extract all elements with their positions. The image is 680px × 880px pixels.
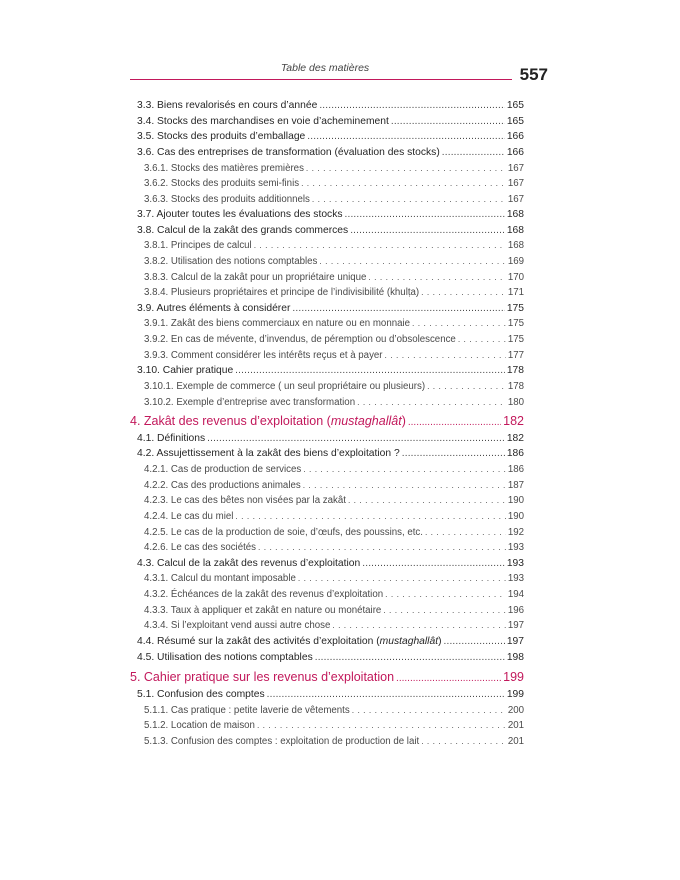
toc-entry-page: 177 xyxy=(507,350,524,361)
toc-subsection[interactable] xyxy=(144,381,524,397)
dot-leader xyxy=(258,542,506,552)
toc-entry-page: 197 xyxy=(506,636,524,647)
dot-leader xyxy=(267,689,505,700)
header-rule xyxy=(130,79,512,80)
dot-leader xyxy=(421,736,506,746)
toc-subsection[interactable] xyxy=(144,480,524,496)
toc-entry-title: 4.2.4. Le cas du miel xyxy=(144,511,234,522)
toc-section[interactable] xyxy=(137,652,524,668)
toc-entry-title: 5. Cahier pratique sur les revenus d’exploitation xyxy=(130,670,395,684)
toc-entry-title: 4.2.2. Cas des productions animales xyxy=(144,480,301,491)
toc-entry-title: 4.5. Utilisation des notions comptables xyxy=(137,652,313,663)
dot-leader xyxy=(396,673,501,684)
toc-entry-title: 5.1. Confusion des comptes xyxy=(137,689,265,700)
toc-entry-page: 168 xyxy=(507,240,524,251)
toc-subsection[interactable] xyxy=(144,705,524,721)
toc-entry-title: 3.9. Autres éléments à considérer xyxy=(137,303,291,314)
toc-entry-title: 3.8.3. Calcul de la zakât pour un propriétaire unique xyxy=(144,272,367,283)
toc-entry-page: 199 xyxy=(503,670,524,684)
header-title: Table des matières xyxy=(280,62,370,74)
dot-leader xyxy=(427,381,506,391)
toc-subsection[interactable] xyxy=(144,397,524,413)
toc-entry-page: 200 xyxy=(507,705,524,716)
dot-leader xyxy=(385,589,506,599)
toc-entry-page: 192 xyxy=(507,527,524,538)
toc-entry-title: 3.10. Cahier pratique xyxy=(137,365,234,376)
dot-leader xyxy=(306,163,506,173)
toc-entry-page: 166 xyxy=(506,131,524,142)
toc-section[interactable] xyxy=(137,147,524,163)
toc-entry-page: 190 xyxy=(507,511,524,522)
toc-entry-title: 3.10.1. Exemple de commerce ( un seul propriétaire ou plusieurs) xyxy=(144,381,426,392)
dot-leader xyxy=(332,620,505,630)
dot-leader xyxy=(402,448,505,459)
toc-entry-title: 4.3. Calcul de la zakât des revenus d’exploitation xyxy=(137,558,361,569)
dot-leader xyxy=(319,256,505,266)
toc-entry-title: 3.9.2. En cas de mévente, d’invendus, de péremption ou d’obsolescence xyxy=(144,334,456,345)
toc-entry-title: 4.1. Définitions xyxy=(137,433,206,444)
toc-section[interactable] xyxy=(137,433,524,449)
dot-leader xyxy=(303,480,506,490)
toc-entry-page: 170 xyxy=(507,272,524,283)
toc-entry-page: 167 xyxy=(507,178,524,189)
dot-leader xyxy=(350,225,505,236)
toc-entry-page: 187 xyxy=(507,480,524,491)
dot-leader xyxy=(412,318,506,328)
toc-section[interactable] xyxy=(137,209,524,225)
toc-section[interactable] xyxy=(137,303,524,319)
toc-entry-page: 193 xyxy=(507,542,524,553)
dot-leader xyxy=(235,365,505,376)
toc-subsection[interactable] xyxy=(144,464,524,480)
toc-subsection[interactable] xyxy=(144,573,524,589)
italic-term: mustaghallât xyxy=(330,414,402,428)
toc-subsection[interactable] xyxy=(144,605,524,621)
toc-subsection[interactable] xyxy=(144,495,524,511)
dot-leader xyxy=(207,433,505,444)
toc-entry-title: 3.3. Biens revalorisés en cours d’année xyxy=(137,100,318,111)
toc-subsection[interactable] xyxy=(144,720,524,736)
toc-section[interactable] xyxy=(137,131,524,147)
dot-leader xyxy=(357,397,506,407)
toc-entry-title: 3.6.3. Stocks des produits additionnels xyxy=(144,194,310,205)
dot-leader xyxy=(368,272,505,282)
toc-entry-page: 171 xyxy=(507,287,524,298)
toc-subsection[interactable] xyxy=(144,287,524,303)
toc-entry-page: 168 xyxy=(506,225,524,236)
toc-subsection[interactable] xyxy=(144,542,524,558)
toc-section[interactable] xyxy=(137,448,524,464)
toc-section[interactable] xyxy=(137,225,524,241)
dot-leader xyxy=(345,209,505,220)
toc-entry-title: 4.2.6. Le cas des sociétés xyxy=(144,542,257,553)
toc-subsection[interactable] xyxy=(144,527,524,543)
toc-entry-title: 3.6.1. Stocks des matières premières xyxy=(144,163,304,174)
toc-subsection[interactable] xyxy=(144,589,524,605)
toc-entry-title: 4.3.4. Si l’exploitant vend aussi autre chose xyxy=(144,620,331,631)
dot-leader xyxy=(257,720,506,730)
toc-entry-page: 196 xyxy=(507,605,524,616)
dot-leader xyxy=(408,417,501,428)
toc-subsection[interactable] xyxy=(144,178,524,194)
toc-section[interactable] xyxy=(137,116,524,132)
dot-leader xyxy=(383,605,506,615)
toc-entry-title: 5.1.1. Cas pratique : petite laverie de vêtements xyxy=(144,705,350,716)
toc-entry-page: 180 xyxy=(507,397,524,408)
toc-subsection[interactable] xyxy=(144,318,524,334)
toc-entry-page: 193 xyxy=(506,558,524,569)
toc-entry-page: 193 xyxy=(507,573,524,584)
toc-entry-page: 178 xyxy=(506,365,524,376)
toc-section[interactable] xyxy=(137,636,524,652)
toc-entry-title: 3.8. Calcul de la zakât des grands commerces xyxy=(137,225,349,236)
dot-leader xyxy=(301,178,506,188)
toc-entry-page: 175 xyxy=(507,334,524,345)
toc-entry-title: 3.9.3. Comment considérer les intérêts reçus et à payer xyxy=(144,350,383,361)
toc-chapter[interactable] xyxy=(130,670,524,688)
toc-section[interactable] xyxy=(137,689,524,705)
dot-leader xyxy=(352,705,506,715)
toc-entry-title: 4.3.3. Taux à appliquer et zakât en nature ou monétaire xyxy=(144,605,382,616)
toc-subsection[interactable] xyxy=(144,194,524,210)
toc-section[interactable] xyxy=(137,558,524,574)
dot-leader xyxy=(444,636,505,647)
toc-entry-page: 167 xyxy=(507,163,524,174)
toc-subsection[interactable] xyxy=(144,163,524,179)
dot-leader xyxy=(315,652,505,663)
toc-entry-page: 201 xyxy=(507,720,524,731)
dot-leader xyxy=(298,573,506,583)
toc-entry-title: 4.3.2. Échéances de la zakât des revenus d’exploitation xyxy=(144,589,384,600)
dot-leader xyxy=(458,334,506,344)
dot-leader xyxy=(319,100,505,111)
toc-entry-page: 199 xyxy=(506,689,524,700)
toc-subsection[interactable] xyxy=(144,620,524,636)
toc-entry-title: 4. Zakât des revenus d’exploitation (mustaghallât) xyxy=(130,414,406,428)
toc-entry-page: 178 xyxy=(507,381,524,392)
toc-subsection[interactable] xyxy=(144,272,524,288)
dot-leader xyxy=(307,131,505,142)
toc-entry-page: 182 xyxy=(506,433,524,444)
dot-leader xyxy=(254,240,506,250)
toc-entry-page: 168 xyxy=(506,209,524,220)
toc-section[interactable] xyxy=(137,365,524,381)
dot-leader xyxy=(385,350,506,360)
toc-subsection[interactable] xyxy=(144,256,524,272)
toc-entry-title: 4.2. Assujettissement à la zakât des biens d’exploitation ? xyxy=(137,448,400,459)
toc-entry-page: 175 xyxy=(506,303,524,314)
dot-leader xyxy=(421,287,506,297)
toc-entry-title: 3.10.2. Exemple d’entreprise avec transformation xyxy=(144,397,356,408)
toc-entry-page: 201 xyxy=(507,736,524,747)
dot-leader xyxy=(303,464,506,474)
toc-entry-title: 3.8.4. Plusieurs propriétaires et principe de l’indivisibilité (khulṭa) xyxy=(144,287,420,298)
dot-leader xyxy=(442,147,505,158)
toc-entry-page: 165 xyxy=(506,100,524,111)
toc-entry-page: 190 xyxy=(507,495,524,506)
toc-subsection[interactable] xyxy=(144,511,524,527)
toc-subsection[interactable] xyxy=(144,736,524,752)
toc-entry-page: 165 xyxy=(506,116,524,127)
toc-entry-title: 3.8.1. Principes de calcul xyxy=(144,240,252,251)
toc-chapter[interactable] xyxy=(130,414,524,432)
toc-entry-title: 4.2.5. Le cas de la production de soie, d’œufs, des poussins, etc. xyxy=(144,527,423,538)
toc-section[interactable] xyxy=(137,100,524,116)
page-number: 557 xyxy=(519,65,548,84)
toc-entry-page: 167 xyxy=(507,194,524,205)
dot-leader xyxy=(362,558,505,569)
italic-term: mustaghallât xyxy=(379,636,439,647)
dot-leader xyxy=(235,511,505,521)
toc-entry-title: 4.2.3. Le cas des bêtes non visées par la zakât xyxy=(144,495,346,506)
toc-entry-page: 198 xyxy=(506,652,524,663)
toc-entry-title: 3.7. Ajouter toutes les évaluations des stocks xyxy=(137,209,343,220)
dot-leader xyxy=(348,495,506,505)
toc-entry-page: 175 xyxy=(507,318,524,329)
toc-entry-page: 182 xyxy=(503,414,524,428)
dot-leader xyxy=(312,194,506,204)
toc-entry-title: 3.4. Stocks des marchandises en voie d’acheminement xyxy=(137,116,389,127)
toc-subsection[interactable] xyxy=(144,350,524,366)
toc-entry-page: 166 xyxy=(506,147,524,158)
toc-entry-page: 186 xyxy=(506,448,524,459)
toc-entry-title: 4.2.1. Cas de production de services xyxy=(144,464,302,475)
toc-entry-page: 194 xyxy=(507,589,524,600)
toc-entry-title: 3.9.1. Zakât des biens commerciaux en nature ou en monnaie xyxy=(144,318,411,329)
toc-entry-title: 3.5. Stocks des produits d’emballage xyxy=(137,131,306,142)
toc-entry-title: 5.1.2. Location de maison xyxy=(144,720,255,731)
toc-entry-title: 3.8.2. Utilisation des notions comptables xyxy=(144,256,318,267)
toc-subsection[interactable] xyxy=(144,240,524,256)
dot-leader xyxy=(292,303,504,314)
toc-entry-title: 3.6. Cas des entreprises de transformation (évaluation des stocks) xyxy=(137,147,440,158)
running-header xyxy=(130,62,548,84)
dot-leader xyxy=(425,527,506,537)
toc-entry-title: 3.6.2. Stocks des produits semi-finis xyxy=(144,178,300,189)
toc-entry-page: 197 xyxy=(507,620,524,631)
toc-entry-page: 169 xyxy=(507,256,524,267)
dot-leader xyxy=(391,116,505,127)
toc-entry-title: 4.4. Résumé sur la zakât des activités d’exploitation (mustaghallât) xyxy=(137,636,442,647)
toc-entry-title: 5.1.3. Confusion des comptes : exploitation de production de lait xyxy=(144,736,420,747)
toc-entry-page: 186 xyxy=(507,464,524,475)
toc-subsection[interactable] xyxy=(144,334,524,350)
toc-entry-title: 4.3.1. Calcul du montant imposable xyxy=(144,573,296,584)
